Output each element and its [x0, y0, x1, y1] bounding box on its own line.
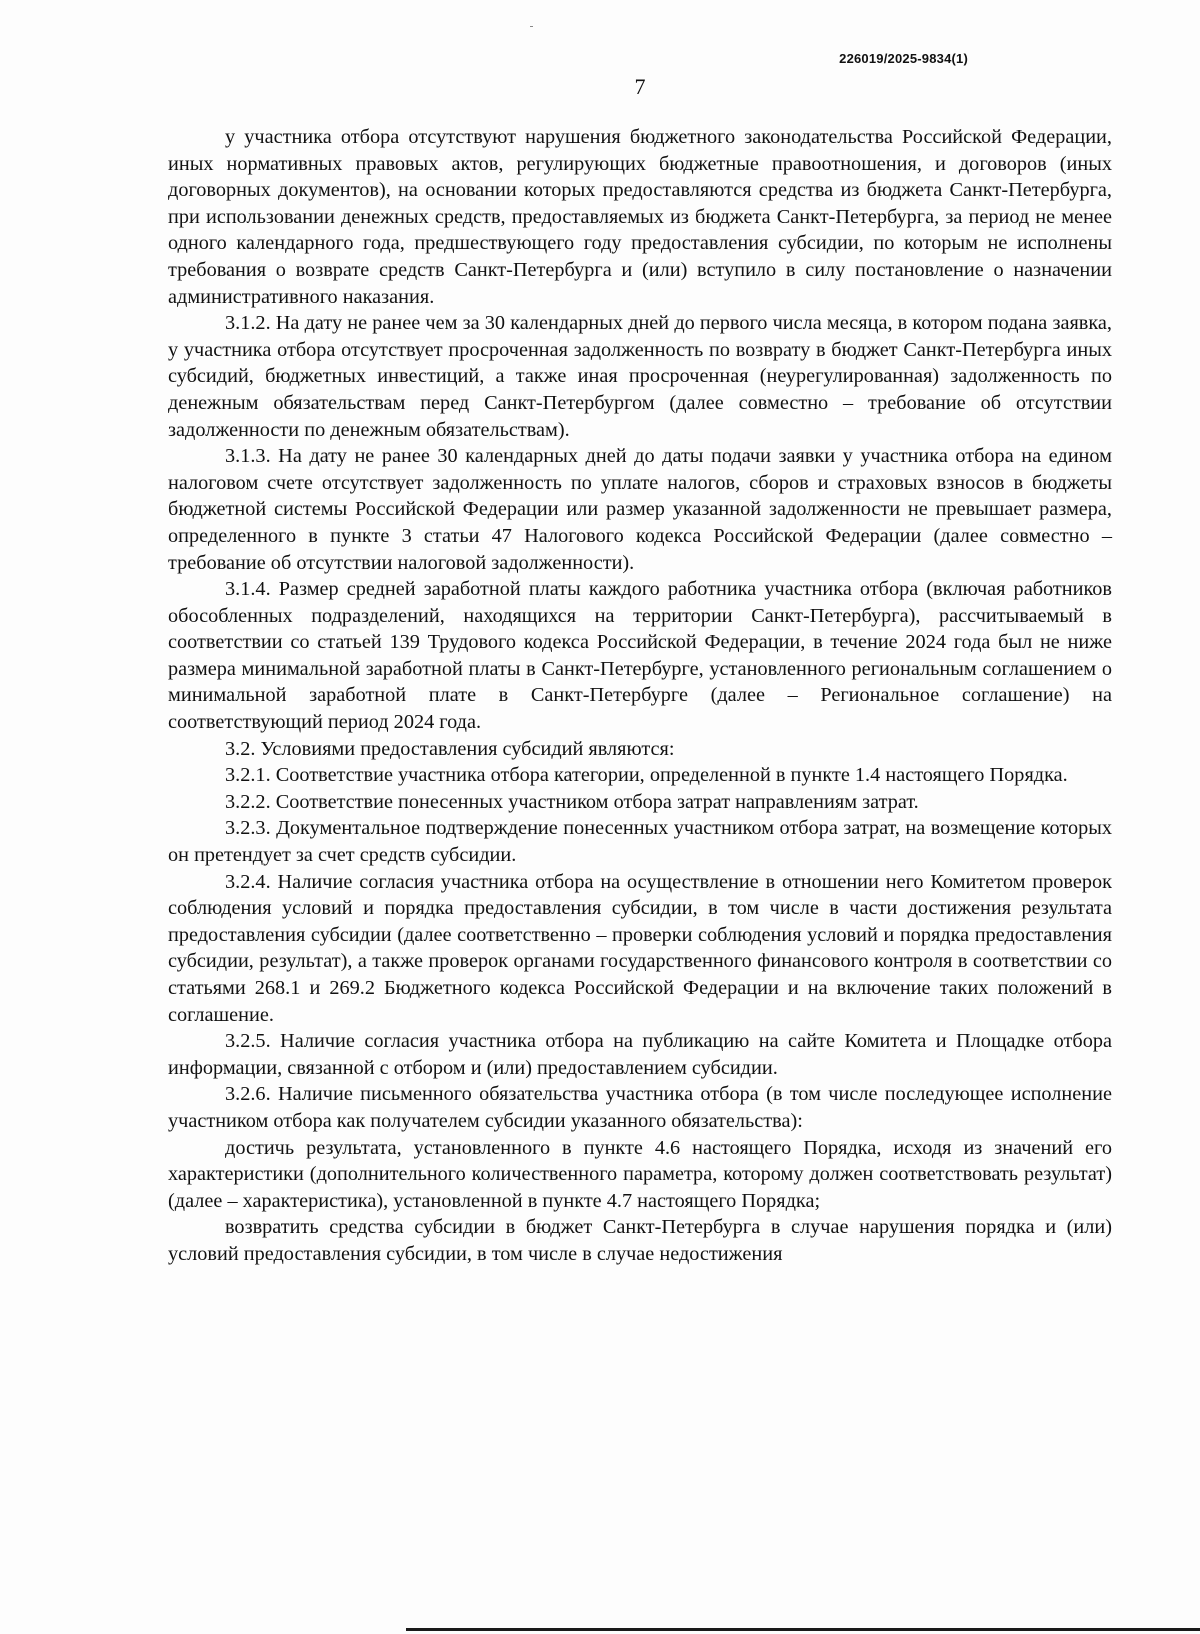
paragraph-3-1-2: 3.1.2. На дату не ранее чем за 30 календарных дней до первого числа месяца, в котором подана заявка, у участника отбора отсутствует просроченная задолженность по возврату в бюджет Санкт-Петербурга иных субсидий, бюджетных инвестиций, а также иная просроченная (неурегулированная) задолженность по денежным обязательствам перед Санкт-Петербургом (далее совместно – требование об отсутствии задолженности по денежным обязательствам).	[168, 312, 1112, 441]
paragraph-3-2-2: 3.2.2. Соответствие понесенных участником отбора затрат направлениям затрат.	[225, 790, 919, 813]
page-number: 7	[634, 74, 646, 99]
paragraph-3-2: 3.2. Условиями предоставления субсидий являются:	[225, 737, 675, 760]
paragraph-3-2-5: 3.2.5. Наличие согласия участника отбора на публикацию на сайте Комитета и Площадке отбора информации, связанной с отбором и (или) предоставлением субсидии.	[168, 1030, 1112, 1079]
paragraph-3-1-3: 3.1.3. На дату не ранее 30 календарных дней до даты подачи заявки у участника отбора на едином налоговом счете отсутствует задолженность по уплате налогов, сборов и страховых взносов в бюджеты бюджетной системы Российской Федерации или размер указанной задолженности не превышает размера, определенного в пункте 3 статьи 47 Налогового кодекса Российской Федерации (далее совместно – требование об отсутствии налоговой задолженности).	[168, 445, 1112, 574]
document-registration-number: 226019/2025-9834(1)	[839, 51, 968, 66]
paragraph-3-2-3: 3.2.3. Документальное подтверждение понесенных участником отбора затрат, на возмещение которых он претендует за счет средств субсидии.	[168, 817, 1112, 867]
bottom-edge-line	[406, 1628, 1200, 1631]
obligation-item-return-funds: возвратить средства субсидии в бюджет Санкт-Петербурга в случае нарушения порядка и (или) условий предоставления субсидии, в том числе в случае недостижения	[168, 1216, 1112, 1265]
obligation-item-achieve-result: достичь результата, установленного в пункте 4.6 настоящего Порядка, исходя из значений его характеристики (дополнительного количественного параметра, которому должен соответствовать результат) (далее – характеристика), установленной в пункте 4.7 настоящего Порядка;	[168, 1136, 1112, 1212]
paragraph-3-2-4: 3.2.4. Наличие согласия участника отбора на осуществление в отношении него Комитетом проверок соблюдения условий и порядка предоставления субсидии, в том числе в части достижения результата предоставления субсидии (далее соответственно – проверки соблюдения условий и порядка предоставления субсидии, результат), а также проверок органами государственного финансового контроля в соответствии со статьями 268.1 и 269.2 Бюджетного кодекса Российской Федерации и на включение таких положений в соглашение.	[168, 870, 1112, 1026]
paragraph-3-1-4: 3.1.4. Размер средней заработной платы каждого работника участника отбора (включая работников обособленных подразделений, находящихся на территории Санкт-Петербурга), рассчитываемый в соответствии со статьей 139 Трудового кодекса Российской Федерации, в течение 2024 года был не ниже размера минимальной заработной платы в Санкт-Петербурге, установленного региональным соглашением о минимальной заработной плате в Санкт-Петербурге (далее – Региональное соглашение) на соответствующий период 2024 года.	[168, 578, 1112, 734]
paragraph-3-2-1: 3.2.1. Соответствие участника отбора категории, определенной в пункте 1.4 настоящего Порядка.	[225, 764, 1068, 787]
paragraph-3-2-6: 3.2.6. Наличие письменного обязательства участника отбора (в том числе последующее исполнение участником отбора как получателем субсидии указанного обязательства):	[168, 1083, 1112, 1132]
document-body	[168, 124, 1112, 1268]
scan-speck	[530, 26, 533, 27]
paragraph-3-1-1-continuation: у участника отбора отсутствуют нарушения бюджетного законодательства Российской Федерации, иных нормативных правовых актов, регулирующих бюджетные правоотношения, и договоров (иных договорных документов), на основании которых предоставляются средства из бюджета Санкт-Петербурга, при использовании денежных средств, предоставляемых из бюджета Санкт-Петербурга, за период не менее одного календарного года, предшествующего году предоставления субсидии, по которым не исполнены требования о возврате средств Санкт-Петербурга и (или) вступило в силу постановление о назначении административного наказания.	[168, 126, 1112, 308]
